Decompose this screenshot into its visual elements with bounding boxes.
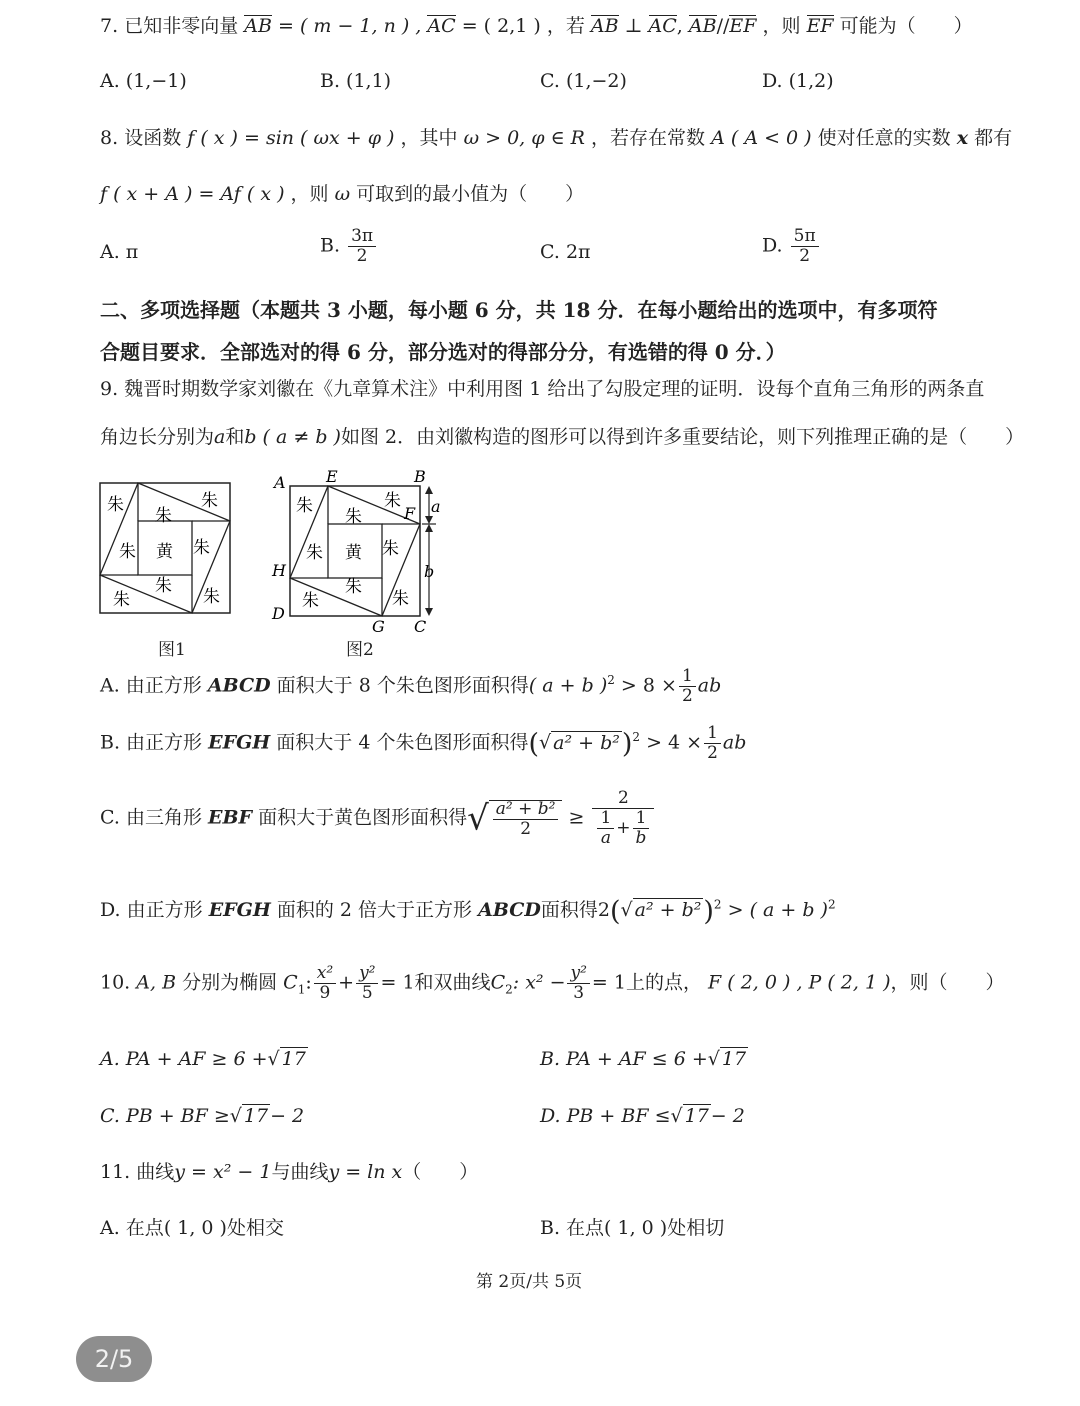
q9-c-plus: +	[616, 818, 631, 838]
q9-b-expr2: > 4 ×	[640, 731, 703, 754]
q9-c-radicand	[493, 798, 559, 839]
q8-line-2	[100, 185, 584, 204]
q8-option-d-fraction	[791, 228, 819, 265]
q9-c-rhs-f1	[597, 810, 614, 847]
fig2-point-g: G	[372, 617, 385, 636]
q7-option-b: B. (1,1)	[320, 70, 392, 92]
q11-text-3: （ ）	[402, 1161, 479, 1183]
q10-c1: C	[283, 971, 298, 994]
fig2-arrow-head	[425, 608, 433, 616]
q9-a-num: 1	[679, 668, 696, 687]
q11-a-text: A. 在点	[100, 1217, 164, 1239]
q8-option-c: C. 2π	[540, 241, 591, 263]
q7-text-2: ，则	[762, 15, 801, 37]
q8-text-2d: 可取到的最小值为（ ）	[356, 183, 585, 205]
fig2-arrow-head	[425, 516, 433, 524]
q10-d-tail: − 2	[710, 1105, 745, 1127]
q11-b-point: ( 1, 0 )	[604, 1217, 668, 1239]
q10-points: F ( 2, 0 ) , P ( 2, 1 )	[708, 971, 891, 994]
q10-c2-sub: 2	[505, 982, 513, 997]
q7-eq2: = ( 2,1 ) ，若	[461, 15, 585, 37]
q11-a-point: ( 1, 0 )	[163, 1217, 227, 1239]
parallel-symbol: //	[716, 15, 730, 37]
q9-line-1: 9. 魏晋时期数学家刘徽在《九章算术注》中利用图 1 给出了勾股定理的证明．设每个直角三角形的两条直	[100, 378, 985, 400]
q9-a-text: 面积大于 8 个朱色图形面积得	[276, 674, 529, 697]
q9-a-exp: 2	[607, 673, 615, 688]
fig2-arrow-head	[425, 486, 433, 494]
q9-c-f2-num: 1	[633, 810, 650, 829]
page-footer: 第 2页/共 5页	[476, 1272, 583, 1292]
fig1-cell: 朱	[107, 495, 124, 515]
q7-text-1: 已知非零向量	[124, 15, 239, 37]
q8-text-c: ，其中	[400, 127, 458, 149]
fig1-cell: 朱	[119, 542, 136, 562]
q8-constant: A ( A < 0 )	[711, 127, 812, 149]
q8-option-b-label: B.	[320, 234, 341, 257]
q8-text-g: 使对任意的实数	[817, 127, 951, 149]
q9-d-exp2: 2	[827, 897, 836, 912]
q11-b-text: B. 在点	[540, 1217, 605, 1239]
fig1-cell: 黄	[156, 542, 173, 562]
fig2-cell: 朱	[302, 591, 319, 611]
q9-a-den: 2	[681, 686, 693, 706]
q9-c-ge: ≥	[562, 806, 591, 829]
q9-c-rad-den: 2	[520, 818, 532, 839]
q10-option-b: B. PA + AF ≤ 6 +√ 17	[540, 1048, 747, 1070]
q8-option-b	[320, 228, 378, 265]
figure-2	[266, 466, 446, 636]
q9-a-expr1: ( a + b )	[528, 674, 608, 697]
q8-omega: ω	[334, 183, 351, 205]
q8-condition: ω > 0, φ ∈ R	[463, 127, 585, 149]
page-indicator-badge[interactable]: 2/5	[76, 1336, 152, 1382]
q7-number: 7.	[100, 15, 119, 37]
q10-frac-y	[356, 965, 378, 1002]
q9-text-c: 和	[225, 426, 245, 448]
fig1-cell: 朱	[193, 538, 210, 558]
q11-a-tail: 处相交	[226, 1217, 284, 1239]
fig2-cell: 朱	[345, 577, 362, 597]
q10-hx: : x² −	[512, 971, 566, 994]
q10-hy: y²	[567, 965, 589, 984]
q8-text-e: ，若存在常数	[591, 127, 706, 149]
fig2-arrow-head	[425, 524, 433, 532]
fig2-cell: 黄	[345, 543, 362, 563]
q8-option-d	[762, 228, 821, 265]
fig2-label-b: b	[424, 562, 435, 581]
q9-option-a	[100, 668, 721, 705]
q10-c-sqrt: 17	[243, 1105, 269, 1127]
q11-curve-2: y = ln x	[328, 1161, 403, 1183]
q9-var-a: a	[214, 426, 226, 448]
q9-b-num: 1	[704, 725, 721, 744]
fig2-cell: 朱	[296, 496, 313, 516]
q8-function: f ( x ) = sin ( ωx + φ )	[187, 127, 395, 149]
q9-c-f2-den: b	[635, 828, 647, 848]
vector-ab: AB	[244, 15, 272, 37]
q9-d-exp: 2	[713, 897, 722, 912]
q9-c-text: 面积大于黄色图形面积得	[258, 806, 468, 829]
q7-option-c: C. (1,−2)	[540, 70, 627, 92]
fig1-caption: 图1	[158, 640, 186, 660]
q8-option-b-fraction	[348, 228, 376, 265]
vector-ab-2: AB	[590, 15, 619, 37]
fig2-point-c: C	[414, 617, 427, 636]
perp-symbol: ⊥	[618, 15, 649, 37]
q7-option-d: D. (1,2)	[762, 70, 834, 92]
q8-d-den: 2	[799, 246, 811, 266]
q9-c-rhs	[592, 790, 654, 847]
q10-points-ab: A, B	[136, 971, 177, 994]
q10-x2: x²	[314, 965, 336, 984]
q10-hd: 3	[573, 983, 585, 1003]
q9-c-label: C. 由三角形	[100, 806, 202, 829]
q9-b-name: EFGH	[208, 731, 271, 754]
q10-text-4: ，则（ ）	[890, 971, 1005, 994]
q10-d-text: D. PB + BF ≤	[540, 1105, 671, 1127]
section-2-line-2: 合题目要求．全部选对的得 6 分，部分选对的得部分分，有选错的得 0 分．）	[100, 340, 786, 364]
q10-frac-hy	[567, 965, 589, 1002]
q9-d-text2: 面积得	[540, 899, 598, 921]
vector-ac: AC	[427, 15, 456, 37]
q10-c-tail: − 2	[270, 1105, 305, 1127]
q11-text-2: 与曲线	[271, 1161, 329, 1183]
q9-d-text: 面积的 2 倍大于正方形	[276, 899, 473, 921]
q10-d2: 5	[361, 983, 373, 1003]
q10-colon: :	[305, 971, 312, 994]
fig2-cell: 朱	[382, 539, 399, 559]
fig2-point-b: B	[414, 467, 426, 486]
q9-d-label: D. 由正方形	[100, 899, 203, 921]
q8-text-i: 都有	[974, 127, 1013, 149]
q8-text-a: 设函数	[124, 127, 182, 149]
fig2-point-a: A	[274, 473, 286, 492]
q9-a-expr3: ab	[697, 674, 722, 697]
q9-a-fraction	[679, 668, 696, 705]
vector-ef-2: EF	[806, 15, 834, 37]
q9-c-name: EBF	[208, 806, 253, 829]
q10-number: 10.	[100, 971, 131, 994]
q8-option-a: A. π	[100, 241, 139, 263]
q8-number: 8.	[100, 127, 119, 149]
q9-b-sqrt: a² + b²	[553, 731, 620, 754]
q9-option-d: D. 由正方形 EFGH 面积的 2 倍大于正方形 ABCD面积得2(√ a² + b²)$^2$ > ( a + b )$^2$	[100, 896, 836, 927]
q9-option-c: C. 由三角形 EBF 面积大于黄色图形面积得√ $\frac{\text{a² + b²}}{2}$ ≥ 2 $\frac{1}{a}$ + $\frac{1}{b}$	[100, 790, 656, 847]
fig2-label-a: a	[431, 497, 441, 516]
q10-text-2: 和双曲线	[414, 971, 491, 994]
q9-b-label: B. 由正方形	[100, 731, 203, 754]
q8-text-2b: ，则	[290, 183, 329, 205]
q9-c-rhs-num: 2	[592, 790, 654, 809]
q7-stem	[100, 17, 973, 36]
q9-b-den: 2	[707, 743, 718, 763]
q11-number: 11.	[100, 1161, 131, 1183]
fig2-caption: 图2	[346, 640, 374, 660]
q9-d-two: 2	[597, 899, 610, 921]
q9-option-b: B. 由正方形 EFGH 面积大于 4 个朱色图形面积得(√ a² + b²)$^2$ > 4 × $\frac{1}{2}$ ab	[100, 723, 747, 763]
q9-d-gt: >	[721, 899, 750, 921]
q10-option-d: D. PB + BF ≤√ 17 − 2	[540, 1105, 745, 1127]
q7-comma: ,	[676, 15, 689, 37]
q9-a-label: A. 由正方形	[100, 674, 202, 697]
q10-b-sqrt: 17	[721, 1048, 747, 1070]
q10-text-1: 分别为椭圆	[182, 971, 278, 994]
vector-ab-3: AB	[688, 15, 717, 37]
q10-a-text: A. PA + AF ≥ 6 +	[100, 1048, 268, 1070]
q9-d-sqrt: a² + b²	[634, 899, 702, 921]
q9-line-2	[100, 428, 1024, 447]
vector-ef: EF	[729, 15, 757, 37]
q10-d1: 9	[319, 983, 331, 1003]
fig2-point-d: D	[272, 604, 285, 623]
q9-a-name: ABCD	[207, 674, 271, 697]
q9-text-e: 如图 2．由刘徽构造的图形可以得到许多重要结论，则下列推理正确的是（ ）	[340, 426, 1025, 448]
q8-option-d-label: D.	[762, 234, 783, 257]
q8-equation: f ( x + A ) = Af ( x )	[100, 183, 285, 205]
q10-option-c: C. PB + BF ≥√ 17 − 2	[100, 1105, 305, 1127]
q9-condition: b ( a ≠ b )	[244, 426, 341, 448]
q10-text-3: 上的点，	[625, 971, 702, 994]
q8-line-1	[100, 129, 1012, 148]
q7-eq1: = ( m − 1, n ) ,	[277, 15, 422, 37]
q8-b-num: 3π	[348, 228, 376, 247]
section-2-line-1: 二、多项选择题（本题共 3 小题，每小题 6 分，共 18 分．在每小题给出的选项中，有多项符	[100, 298, 938, 322]
q9-d-name2: ABCD	[478, 899, 541, 921]
q10-option-a: A. PA + AF ≥ 6 +√ 17	[100, 1048, 306, 1070]
q9-d-name: EFGH	[208, 899, 271, 921]
fig2-cell: 朱	[306, 543, 323, 563]
q11-text-1: 曲线	[136, 1161, 175, 1183]
fig2-cell: 朱	[392, 589, 409, 609]
fig2-point-e: E	[326, 467, 338, 486]
q10-c-text: C. PB + BF ≥	[100, 1105, 230, 1127]
fig1-cell: 朱	[201, 491, 218, 511]
q9-d-rhs: ( a + b )	[749, 899, 828, 921]
q8-var-x: x	[956, 127, 969, 149]
q11-option-a	[100, 1219, 284, 1238]
q9-c-f1-num: 1	[597, 810, 614, 829]
q10-c1-sub: 1	[297, 982, 306, 997]
figure-1	[95, 478, 240, 623]
q11-option-b	[540, 1219, 724, 1238]
q10-eq1: = 1	[380, 971, 415, 994]
q9-c-rhs-f2	[633, 810, 650, 847]
fig1-cell: 朱	[113, 590, 130, 610]
q9-a-expr2: > 8 ×	[614, 674, 677, 697]
fig2-point-h: H	[272, 561, 286, 580]
q9-b-exp: 2	[632, 730, 641, 745]
q7-text-3: 可能为（ ）	[839, 15, 973, 37]
q11-b-tail: 处相切	[667, 1217, 725, 1239]
q7-option-a: A. (1,−1)	[100, 70, 187, 92]
q10-frac-x	[314, 965, 336, 1002]
q11-curve-1: y = x² − 1	[174, 1161, 272, 1183]
q10-stem	[100, 965, 1005, 1002]
fig2-point-f: F	[404, 504, 416, 523]
q11-stem	[100, 1163, 478, 1182]
fig1-cell: 朱	[155, 576, 172, 596]
fig1-cell: 朱	[203, 587, 220, 607]
fig2-cell: 朱	[384, 491, 401, 511]
vector-ac-2: AC	[648, 15, 677, 37]
q9-c-rad-num: a² + b²	[493, 801, 559, 820]
q10-b-text: B. PA + AF ≤ 6 +	[540, 1048, 708, 1070]
q9-b-text: 面积大于 4 个朱色图形面积得	[276, 731, 529, 754]
fig2-cell: 朱	[345, 507, 362, 527]
q9-c-f1-den: a	[600, 828, 611, 848]
q10-plus: +	[338, 971, 355, 994]
q10-y2: y²	[356, 965, 378, 984]
q9-b-expr3: ab	[722, 731, 747, 754]
q10-a-sqrt: 17	[281, 1048, 306, 1070]
fig1-cell: 朱	[155, 506, 172, 526]
q8-b-den: 2	[356, 246, 368, 266]
q9-b-fraction	[704, 725, 721, 762]
q9-text-a: 角边长分别为	[100, 426, 215, 448]
q8-d-num: 5π	[791, 228, 819, 247]
q10-d-sqrt: 17	[684, 1105, 709, 1127]
q10-eq2: = 1	[591, 971, 626, 994]
q10-c2: C	[490, 971, 506, 994]
